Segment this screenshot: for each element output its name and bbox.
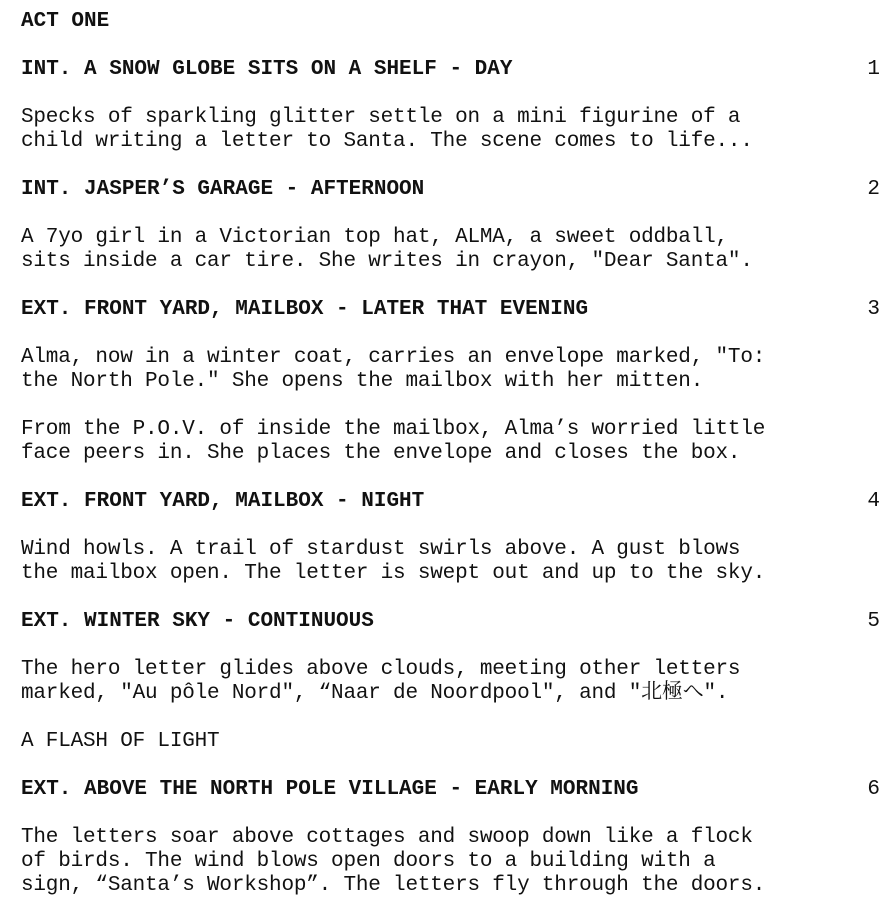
scene-heading bbox=[21, 610, 880, 634]
scene-number: 5 bbox=[867, 610, 880, 633]
scene-heading-text: EXT. FRONT YARD, MAILBOX - NIGHT bbox=[21, 490, 425, 513]
action-paragraph: Alma, now in a winter coat, carries an envelope marked, "To: the North Pole." She opens the mailbox with her mitten. bbox=[21, 346, 766, 393]
scene-number: 4 bbox=[867, 490, 880, 513]
action-paragraph: A FLASH OF LIGHT bbox=[21, 730, 220, 753]
action-paragraph: From the P.O.V. of inside the mailbox, Alma’s worried little face peers in. She places the envelope and closes the box. bbox=[21, 418, 766, 465]
scene-number: 6 bbox=[867, 778, 880, 801]
scene-heading-text: EXT. ABOVE THE NORTH POLE VILLAGE - EARLY MORNING bbox=[21, 778, 639, 801]
scene-heading bbox=[21, 178, 880, 202]
scene-heading bbox=[21, 58, 880, 82]
scene-1 bbox=[21, 58, 880, 154]
scene-2 bbox=[21, 178, 880, 274]
scene-heading bbox=[21, 298, 880, 322]
action-paragraph: The letters soar above cottages and swoop down like a flock of birds. The wind blows open doors to a building with a sign, “Santa’s Workshop”. The letters fly through the doors. bbox=[21, 826, 766, 897]
scene-heading-text: INT. A SNOW GLOBE SITS ON A SHELF - DAY bbox=[21, 58, 513, 81]
scene-heading bbox=[21, 778, 880, 802]
scene-6 bbox=[21, 778, 880, 898]
scene-3 bbox=[21, 298, 880, 466]
scene-number: 2 bbox=[867, 178, 880, 201]
scene-4 bbox=[21, 490, 880, 586]
scene-number: 1 bbox=[867, 58, 880, 81]
scene-heading-text: EXT. FRONT YARD, MAILBOX - LATER THAT EVENING bbox=[21, 298, 589, 321]
action-paragraph: The hero letter glides above clouds, meeting other letters marked, "Au pôle Nord", “Naar de Noordpool", and "北極へ". bbox=[21, 658, 741, 705]
action-paragraph: A 7yo girl in a Victorian top hat, ALMA, a sweet oddball, sits inside a car tire. She writes in crayon, "Dear Santa". bbox=[21, 226, 753, 273]
scene-heading-text: EXT. WINTER SKY - CONTINUOUS bbox=[21, 610, 374, 633]
action-paragraph: Wind howls. A trail of stardust swirls above. A gust blows the mailbox open. The letter is swept out and up to the sky. bbox=[21, 538, 766, 585]
action-paragraph: Specks of sparkling glitter settle on a mini figurine of a child writing a letter to Santa. The scene comes to life... bbox=[21, 106, 753, 153]
act-title: ACT ONE bbox=[21, 10, 110, 33]
screenplay-page bbox=[21, 10, 880, 922]
scene-heading bbox=[21, 490, 880, 514]
scene-number: 3 bbox=[867, 298, 880, 321]
scene-5 bbox=[21, 610, 880, 754]
scene-heading-text: INT. JASPER’S GARAGE - AFTERNOON bbox=[21, 178, 425, 201]
